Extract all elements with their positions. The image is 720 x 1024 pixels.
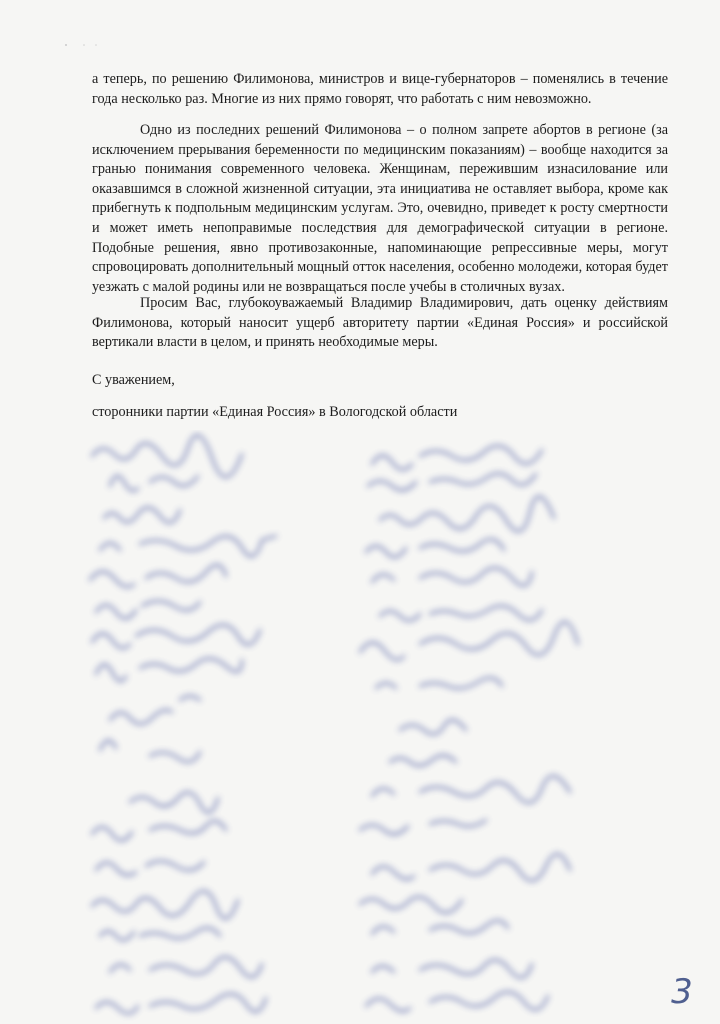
paragraph-3: Просим Вас, глубокоуважаемый Владимир Владимирович, дать оценку действиям Филимонова, который наносит ущерб авторитету партии «Единая Россия» и российской вертикали власти в целом, и принять необходимые меры.: [92, 295, 668, 351]
signers-line: сторонники партии «Единая Россия» в Вологодской области: [92, 404, 458, 420]
signature-scribbles: [90, 435, 578, 1013]
page-number: 3: [671, 972, 693, 1012]
closing-line: С уважением,: [92, 372, 175, 388]
scan-artifact: [62, 42, 102, 48]
paragraph-2: Одно из последних решений Филимонова – о полном запрете абортов в регионе (за исключением прерывания беременности по медицинским показаниям) – вообще находится за гранью понимания современного человека. Женщинам, пережившим изнасилование или оказавшимся в сложной жизненной ситуации, эта инициатива не оставляет выбора, кроме как прибегнуть к подпольным медицинским услугам. Это, очевидно, приведет к росту смертности и может иметь непоправимые последствия для демографической ситуации в регионе. Подобные решения, явно противозаконные, напоминающие репрессивные меры, могут спровоцировать дополнительный мощный отток населения, особенно молодежи, которая будет уезжать с малой родины или не возвращаться после учебы в столичных вузах.: [92, 122, 668, 295]
signatures-area: [0, 430, 720, 1024]
paragraph-1: а теперь, по решению Филимонова, министров и вице-губернаторов – поменялись в течение года несколько раз. Многие из них прямо говорят, что работать с ним невозможно.: [92, 71, 668, 107]
